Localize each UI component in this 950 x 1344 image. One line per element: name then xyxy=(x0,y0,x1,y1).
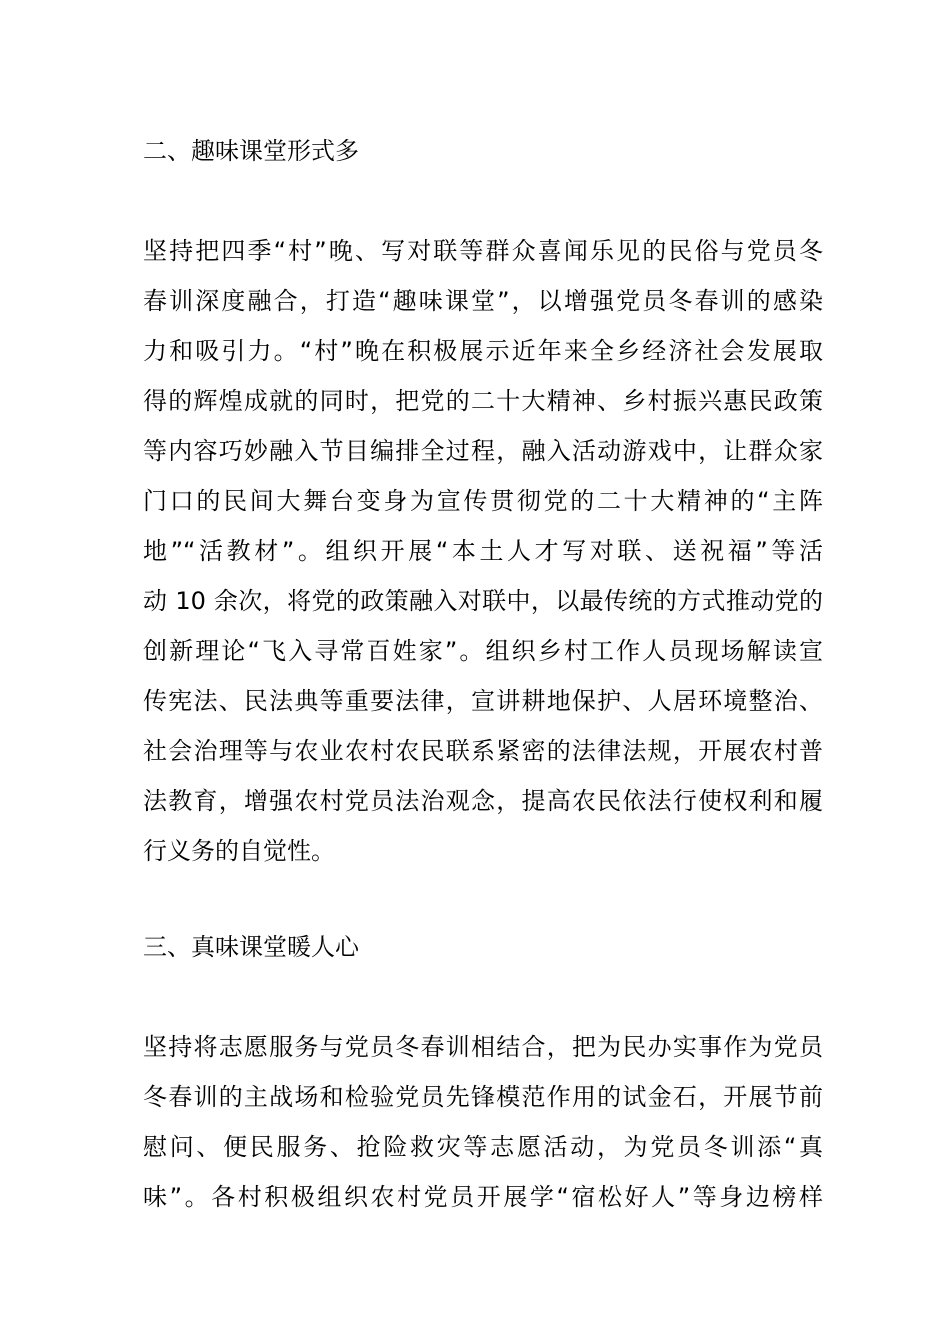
paragraph-line: 法教育，增强农村党员法治观念，提高农民依法行使权利和履 xyxy=(143,787,823,815)
section-heading-3: 三、真味课堂暖人心 xyxy=(143,933,359,961)
paragraph-line: 坚持把四季“村”晚、写对联等群众喜闻乐见的民俗与党员冬 xyxy=(143,237,823,265)
paragraph-line: 坚持将志愿服务与党员冬春训相结合，把为民办实事作为党员 xyxy=(143,1033,823,1061)
paragraph-line: 地”“活教材”。组织开展“本土人才写对联、送祝福”等活 xyxy=(143,537,823,565)
paragraph-line: 等内容巧妙融入节目编排全过程，融入活动游戏中，让群众家 xyxy=(143,437,823,465)
paragraph-line: 门口的民间大舞台变身为宣传贯彻党的二十大精神的“主阵 xyxy=(143,487,823,515)
paragraph-line: 得的辉煌成就的同时，把党的二十大精神、乡村振兴惠民政策 xyxy=(143,387,823,415)
paragraph-line: 社会治理等与农业农村农民联系紧密的法律法规，开展农村普 xyxy=(143,737,823,765)
paragraph-line: 冬春训的主战场和检验党员先锋模范作用的试金石，开展节前 xyxy=(143,1083,823,1111)
paragraph-line: 味”。各村积极组织农村党员开展学“宿松好人”等身边榜样 xyxy=(143,1183,823,1211)
paragraph-line: 力和吸引力。“村”晚在积极展示近年来全乡经济社会发展取 xyxy=(143,337,823,365)
section-3-paragraph xyxy=(143,1022,823,1222)
paragraph-line: 创新理论“飞入寻常百姓家”。组织乡村工作人员现场解读宣 xyxy=(143,637,823,665)
section-2-paragraph xyxy=(143,226,823,876)
paragraph-line: 慰问、便民服务、抢险救灾等志愿活动，为党员冬训添“真 xyxy=(143,1133,823,1161)
paragraph-line: 春训深度融合，打造“趣味课堂”，以增强党员冬春训的感染 xyxy=(143,287,823,315)
section-heading-2: 二、趣味课堂形式多 xyxy=(143,137,359,165)
paragraph-line: 动 10 余次，将党的政策融入对联中，以最传统的方式推动党的 xyxy=(143,587,823,615)
paragraph-line: 传宪法、民法典等重要法律，宣讲耕地保护、人居环境整治、 xyxy=(143,687,823,715)
paragraph-line: 行义务的自觉性。 xyxy=(143,837,335,865)
